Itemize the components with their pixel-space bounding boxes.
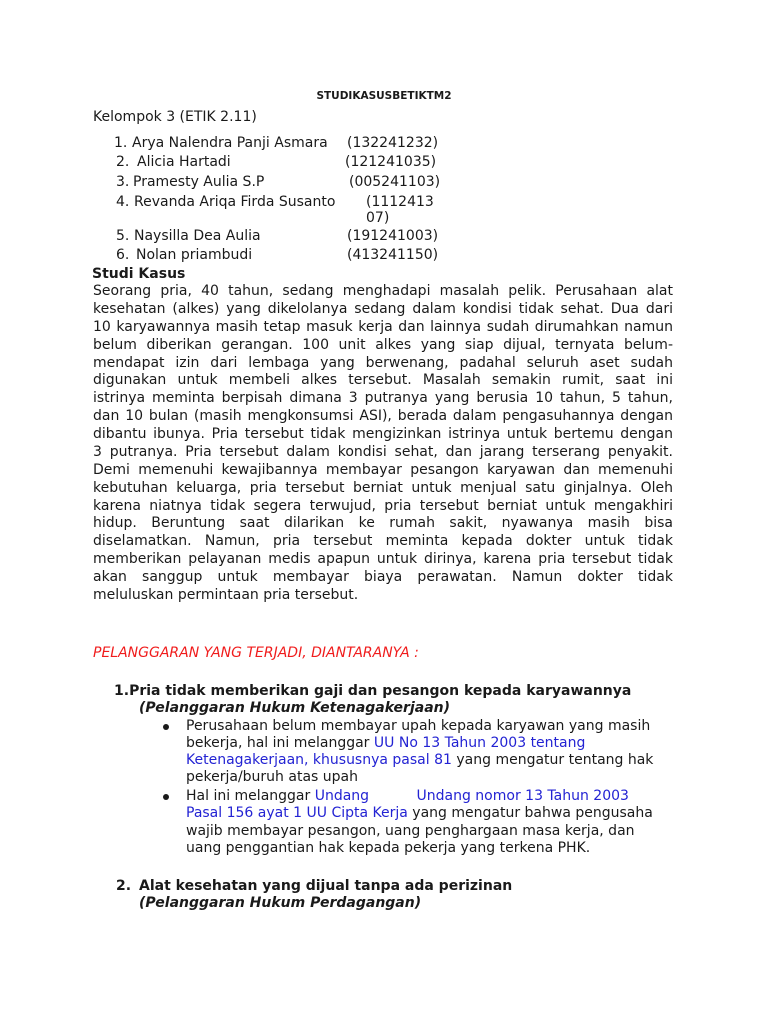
law-link[interactable]: Pasal 156 ayat 1 UU Cipta Kerja — [186, 805, 408, 822]
member-id: (132241232) — [347, 135, 439, 151]
violation-item-title — [114, 683, 631, 699]
bullet-line — [186, 823, 653, 840]
bullet-item — [186, 718, 653, 786]
violation-subtitle: (Pelanggaran Hukum Perdagangan) — [139, 895, 422, 911]
paragraph-line: meluluskan permintaan pria tersebut. — [93, 586, 359, 603]
violation-number: 2. — [116, 878, 132, 894]
case-study-paragraph — [93, 283, 673, 605]
paragraph-line: 3 putranya. Pria tersebut dalam kondisi sehat, dan jarang terserang penyakit. — [93, 443, 673, 460]
member-name: Naysilla Dea Aulia — [134, 228, 261, 244]
bullet-line — [186, 752, 653, 769]
violation-subtitle: (Pelanggaran Hukum Ketenagakerjaan) — [139, 700, 451, 716]
document-title: STUDIKASUSBETIKTM2 — [316, 90, 452, 102]
law-link[interactable]: Undang — [314, 788, 370, 804]
group-label: Kelompok 3 (ETIK 2.11) — [93, 109, 257, 125]
law-link[interactable]: Undang nomor 13 Tahun 2003 — [416, 788, 629, 804]
paragraph-line: Demi memenuhi kewajibannya membayar pesangon karyawan dan memenuhi — [93, 461, 673, 478]
bullet-text: yang mengatur bahwa pengusaha — [407, 805, 653, 822]
member-name: Pramesty Aulia S.P — [133, 174, 265, 190]
bullet-text: wajib membayar pesangon, uang penghargaan masa kerja, dan — [186, 822, 635, 839]
member-name: Alicia Hartadi — [137, 154, 231, 170]
paragraph-line: belum diberikan gerangan. 100 unit alkes yang siap dijual, ternyata belum- — [93, 336, 673, 353]
paragraph-line: memberikan pelayanan medis apapun untuk dirinya, karena pria tersebut tidak — [93, 551, 673, 568]
violation-title: Alat kesehatan yang dijual tanpa ada perizinan — [139, 878, 513, 894]
paragraph-line: dibantu ibunya. Pria tersebut tidak mengizinkan istrinya untuk bertemu dengan — [93, 426, 673, 442]
member-name: Revanda Ariqa Firda Susanto — [134, 194, 336, 210]
violation-title: Pria tidak memberikan gaji dan pesangon kepada karyawannya — [129, 683, 632, 699]
member-row — [0, 228, 768, 244]
law-link[interactable]: Ketenagakerjaan, khususnya pasal 81 — [186, 752, 452, 768]
paragraph-line: kebutuhan keluarga, pria tersebut berniat untuk menjual satu ginjalnya. Oleh — [93, 479, 673, 496]
member-name: Nolan priambudi — [136, 247, 253, 263]
bullet-text: uang penggantian hak kepada pekerja yang terkena PHK. — [186, 839, 591, 856]
paragraph-line: 10 karyawannya masih tetap masuk kerja dan lainnya sudah dirumahkan namun — [93, 318, 673, 335]
bullet-line — [186, 840, 653, 857]
member-id: (111241307) — [366, 194, 434, 226]
paragraph-line: digunakan untuk membeli alkes tersebut. Masalah semakin rumit, saat ini — [93, 372, 673, 389]
paragraph-line: istrinya meminta berpisah dimana 3 putranya yang berusia 10 tahun, 5 tahun, — [93, 390, 673, 407]
bullet-text: Perusahaan belum membayar upah kepada karyawan yang masih — [186, 718, 651, 734]
bullet-item — [186, 788, 653, 857]
member-number: 4. — [116, 194, 130, 210]
law-link[interactable]: UU No 13 Tahun 2003 tentang — [373, 735, 586, 751]
bullet-text: Hal ini melanggar — [186, 788, 315, 804]
bullet-line — [186, 735, 653, 752]
bullet-line — [186, 769, 653, 786]
paragraph-line: hidup. Beruntung saat dilarikan ke rumah sakit, nyawanya masih bisa — [93, 515, 673, 532]
member-id: (191241003) — [347, 228, 439, 244]
member-row — [0, 194, 768, 226]
member-row — [0, 154, 768, 170]
violations-heading: PELANGGARAN YANG TERJADI, DIANTARANYA : — [93, 645, 419, 661]
paragraph-line: Seorang pria, 40 tahun, sedang menghadapi masalah pelik. Perusahaan alat — [93, 283, 673, 299]
member-number: 6. — [116, 247, 130, 263]
bullet-icon — [163, 794, 169, 800]
member-number: 5. — [116, 228, 130, 244]
paragraph-line: karena niatnya tidak segera terwujud, pria tersebut berniat untuk mengakhiri — [93, 497, 673, 514]
paragraph-line: kesehatan (alkes) yang dikelolanya sedang dalam kondisi tidak sehat. Dua dari — [93, 300, 673, 317]
violation-number: 1. — [114, 683, 130, 699]
member-number: 2. — [116, 154, 130, 170]
bullet-icon — [163, 724, 169, 730]
bullet-line — [186, 805, 653, 822]
member-row — [0, 174, 768, 190]
paragraph-line: mendapat izin dari lembaga yang berwenang, padahal seluruh aset sudah — [93, 354, 673, 371]
member-row — [0, 247, 768, 263]
paragraph-line: diselamatkan. Namun, pria tersebut meminta kepada dokter untuk tidak — [93, 533, 673, 550]
member-number: 1. — [114, 135, 128, 151]
paragraph-line: dan 10 bulan (masih mengkonsumsi ASI), berada dalam pengasuhannya dengan — [93, 408, 673, 425]
bullet-line — [186, 718, 653, 735]
bullet-line — [186, 788, 653, 805]
bullet-text: pekerja/buruh atas upah — [186, 769, 358, 785]
bullet-text: yang mengatur tentang hak — [451, 752, 654, 768]
case-study-heading: Studi Kasus — [92, 266, 186, 282]
paragraph-line: akan sanggup untuk membayar biaya perawatan. Namun dokter tidak — [93, 569, 673, 585]
member-name: Arya Nalendra Panji Asmara — [132, 135, 328, 151]
bullet-text: bekerja, hal ini melanggar — [186, 735, 374, 751]
member-row — [0, 135, 768, 151]
member-id: (413241150) — [347, 247, 439, 263]
member-id: (005241103) — [349, 174, 441, 190]
member-id: (121241035) — [345, 154, 437, 170]
member-number: 3. — [116, 174, 130, 190]
